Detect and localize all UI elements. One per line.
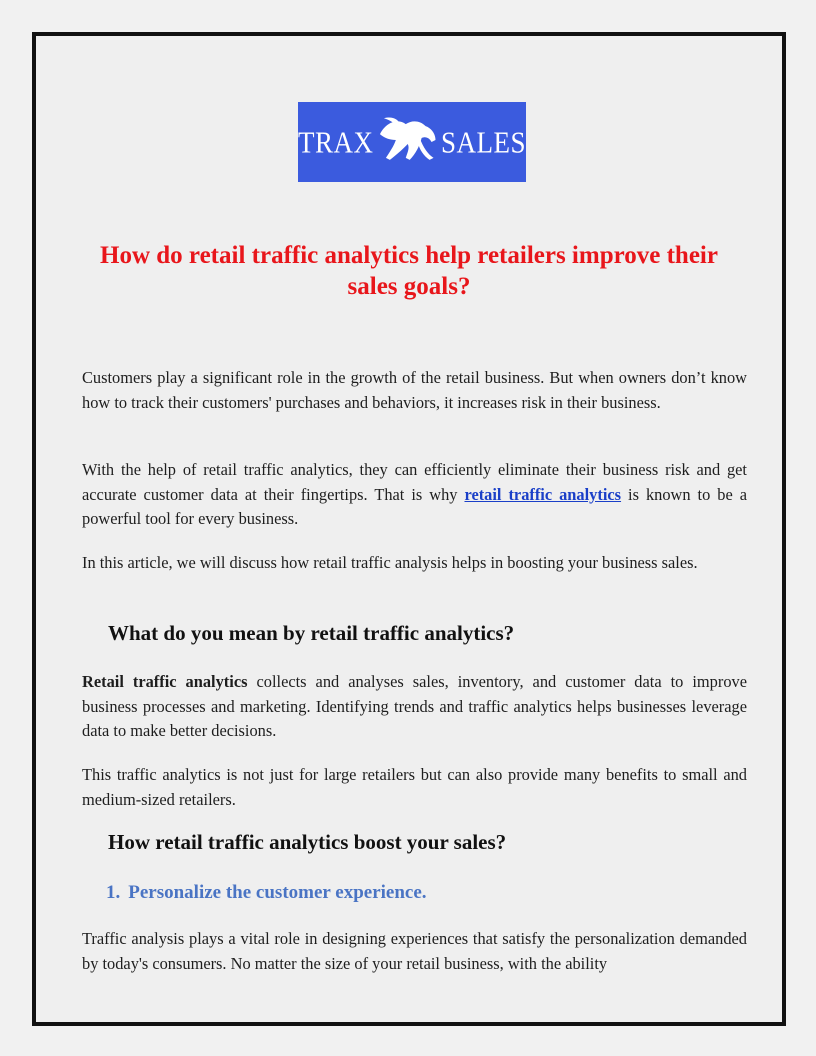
subheading-personalize	[106, 882, 427, 904]
paragraph-risk-text-1: With the help of retail traffic analytics, they can efficiently eliminate their business risk and get accurate customer data at their fingertips. That is why	[82, 460, 747, 504]
heading-how-boost: How retail traffic analytics boost your sales?	[108, 830, 507, 854]
logo-word-left: TRAX	[298, 124, 374, 159]
paragraph-article: In this article, we will discuss how retail traffic analysis helps in boosting your business sales.	[82, 553, 698, 572]
page-border	[32, 32, 786, 1026]
retail-traffic-analytics-link[interactable]: retail traffic analytics	[464, 484, 622, 504]
paragraph-intro: Customers play a significant role in the growth of the retail business. But when owners don’t know how to track their customers' purchases and behaviors, it increases risk in their business.	[82, 368, 747, 412]
paragraph-risk	[82, 458, 747, 532]
logo-word-right: SALES	[440, 124, 526, 159]
definition-term: Retail traffic analytics	[82, 672, 248, 691]
traxsales-logo	[298, 102, 526, 182]
paragraph-benefits: This traffic analytics is not just for large retailers but can also provide many benefits to small and medium-sized retailers.	[82, 765, 747, 809]
subheading-number: 1.	[106, 882, 121, 903]
paragraph-personalization: Traffic analysis plays a vital role in designing experiences that satisfy the personalization demanded by today's consumers. No matter the size of your retail business, with the ability	[82, 929, 747, 973]
definition-text: collects and analyses sales, inventory, and customer data to improve business processes and marketing. Identifying trends and traffic analytics helps businesses leverage data to make better decisions.	[82, 672, 747, 740]
bull-icon	[376, 114, 439, 170]
subheading-text: Personalize the customer experience.	[128, 882, 427, 903]
heading-what-is: What do you mean by retail traffic analytics?	[108, 621, 515, 645]
document-title: How do retail traffic analytics help retailers improve their sales goals?	[100, 242, 718, 300]
paragraph-risk-text-2: is known to be a powerful tool for every business.	[82, 484, 747, 528]
paragraph-definition	[82, 670, 747, 744]
